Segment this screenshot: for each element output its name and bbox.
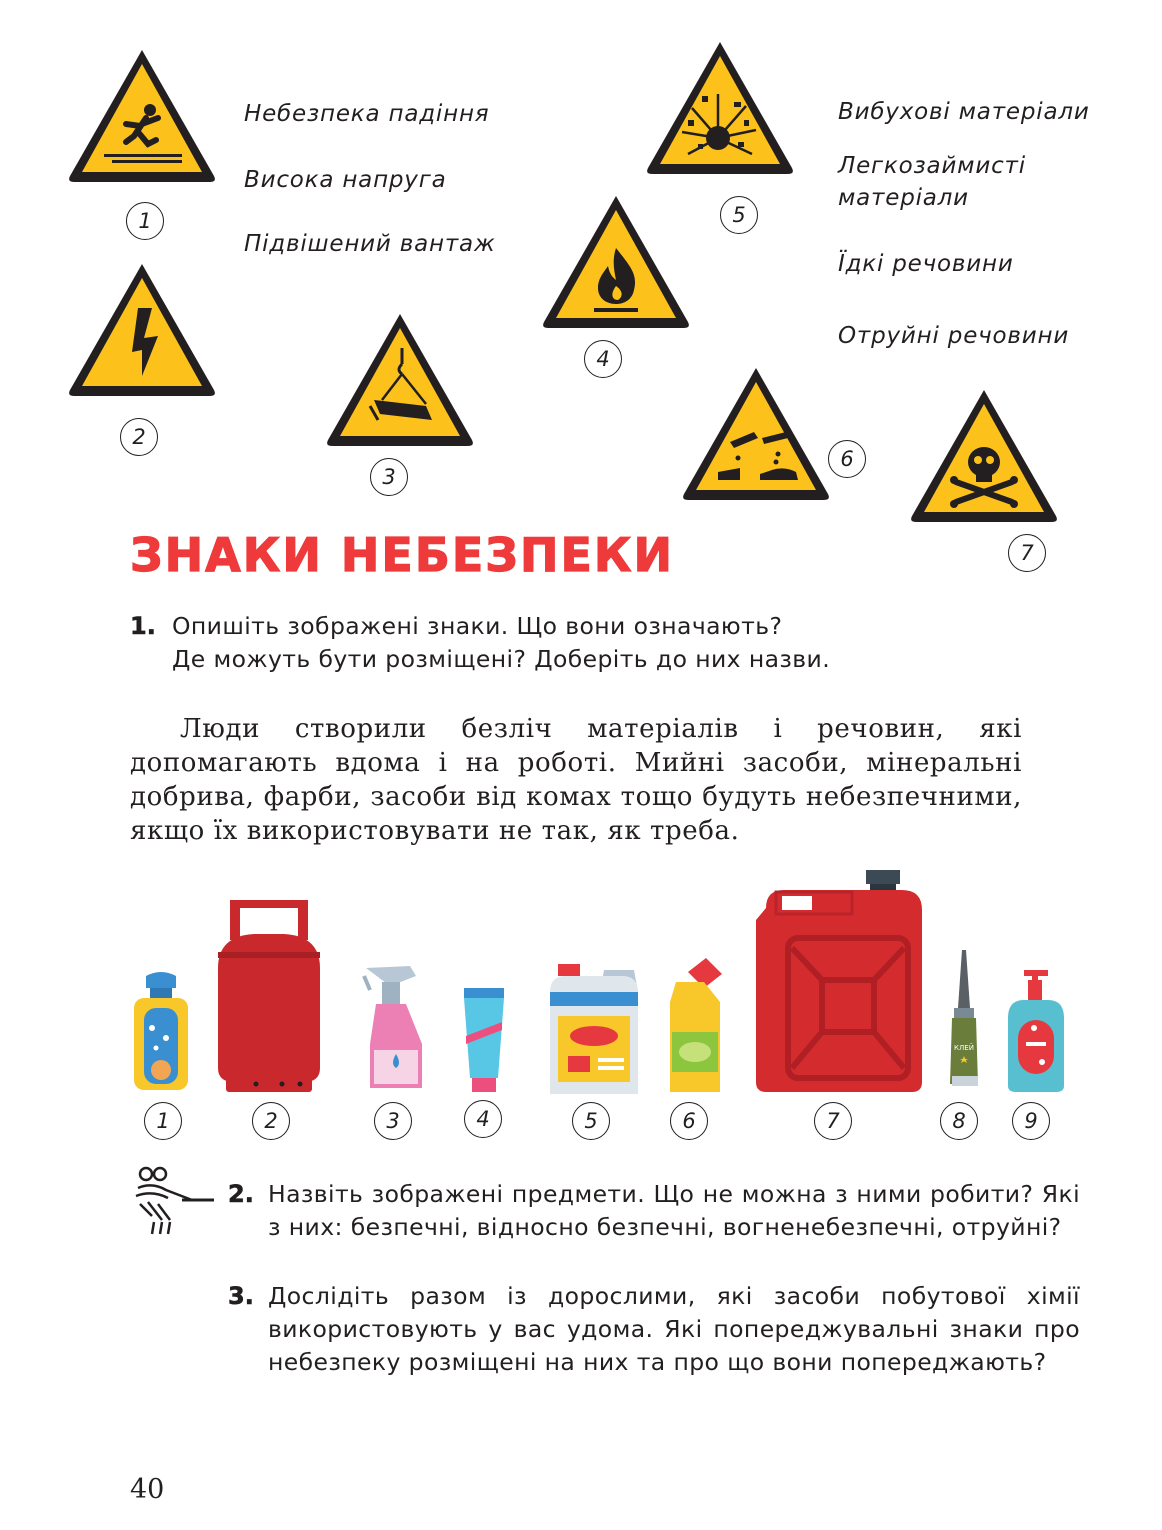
detergent-canister-icon bbox=[548, 962, 640, 1096]
warning-sign-flammable-icon bbox=[538, 190, 694, 332]
task-2 bbox=[268, 1178, 1080, 1244]
sign-number-1: 1 bbox=[126, 202, 164, 240]
label-flammable-2: матеріали bbox=[838, 185, 969, 211]
sign-number-3: 3 bbox=[370, 458, 408, 496]
sign-number-6: 6 bbox=[828, 440, 866, 478]
task-3-text: Дослідіть разом із дорослими, які засоби побутової хімії використовують у вас удома. Які попереджувальні знаки про небезпеку розміщені на них та про що вони попереджають? bbox=[268, 1282, 1080, 1376]
task-2-number: 2. bbox=[228, 1180, 254, 1208]
spray-bottle-icon bbox=[360, 962, 426, 1094]
sign-number-7: 7 bbox=[1008, 534, 1046, 572]
cream-tube-icon bbox=[460, 986, 508, 1094]
task-1-line-2: Де можуть бути розміщені? Доберіть до них назви. bbox=[172, 645, 831, 673]
sign-number-4: 4 bbox=[584, 340, 622, 378]
page-number: 40 bbox=[130, 1474, 165, 1505]
warning-sign-toxic-icon bbox=[906, 384, 1062, 526]
label-flammable-1: Легкозаймисті bbox=[838, 153, 1026, 179]
item-number-1: 1 bbox=[144, 1102, 182, 1140]
label-suspended-load: Підвішений вантаж bbox=[244, 231, 496, 257]
warning-sign-corrosive-icon bbox=[678, 362, 834, 504]
sign-number-5: 5 bbox=[720, 196, 758, 234]
label-explosive: Вибухові матеріали bbox=[838, 99, 1090, 125]
label-toxic: Отруйні речовини bbox=[838, 323, 1070, 349]
group-work-icon bbox=[132, 1164, 216, 1243]
shampoo-bottle-icon bbox=[130, 968, 192, 1094]
warning-sign-load-icon bbox=[322, 308, 478, 450]
item-number-3: 3 bbox=[374, 1102, 412, 1140]
liquid-soap-icon bbox=[1004, 964, 1068, 1094]
task-3-number: 3. bbox=[228, 1282, 254, 1310]
toilet-cleaner-icon bbox=[666, 956, 726, 1096]
gas-cylinder-icon bbox=[214, 898, 324, 1096]
glue-label: КЛЕЙ bbox=[954, 1044, 974, 1052]
item-number-4: 4 bbox=[464, 1100, 502, 1138]
jerry-can-icon bbox=[752, 868, 928, 1094]
task-1 bbox=[172, 610, 1052, 676]
item-number-5: 5 bbox=[572, 1102, 610, 1140]
body-paragraph: Люди створили безліч матеріалів і речовин, які допомагають вдома і на роботі. Мийні засоби, мінеральні добрива, фарби, засоби від комах тощо будуть небезпечними, якщо їх використовувати не так, як треба. bbox=[130, 714, 1022, 846]
page-title: ЗНАКИ НЕБЕЗПЕКИ bbox=[130, 528, 674, 582]
warning-sign-voltage-icon bbox=[64, 258, 220, 400]
task-3 bbox=[268, 1280, 1080, 1379]
task-1-line-1: Опишіть зображені знаки. Що вони означають? bbox=[172, 612, 783, 640]
label-high-voltage: Висока напруга bbox=[244, 167, 447, 193]
task-2-text: Назвіть зображені предмети. Що не можна з ними робити? Які з них: безпечні, відносно безпечні, вогненебезпечні, отруйні? bbox=[268, 1180, 1080, 1241]
label-fall-hazard: Небезпека падіння bbox=[244, 101, 490, 127]
warning-sign-fall-icon bbox=[64, 44, 220, 186]
warning-sign-explosive-icon bbox=[642, 36, 798, 178]
item-number-9: 9 bbox=[1012, 1102, 1050, 1140]
item-number-6: 6 bbox=[670, 1102, 708, 1140]
glue-tube-icon bbox=[944, 946, 984, 1096]
item-number-7: 7 bbox=[814, 1102, 852, 1140]
sign-number-2: 2 bbox=[120, 418, 158, 456]
item-number-8: 8 bbox=[940, 1102, 978, 1140]
label-corrosive: Їдкі речовини bbox=[838, 251, 1014, 277]
task-1-number: 1. bbox=[130, 612, 156, 640]
item-number-2: 2 bbox=[252, 1102, 290, 1140]
